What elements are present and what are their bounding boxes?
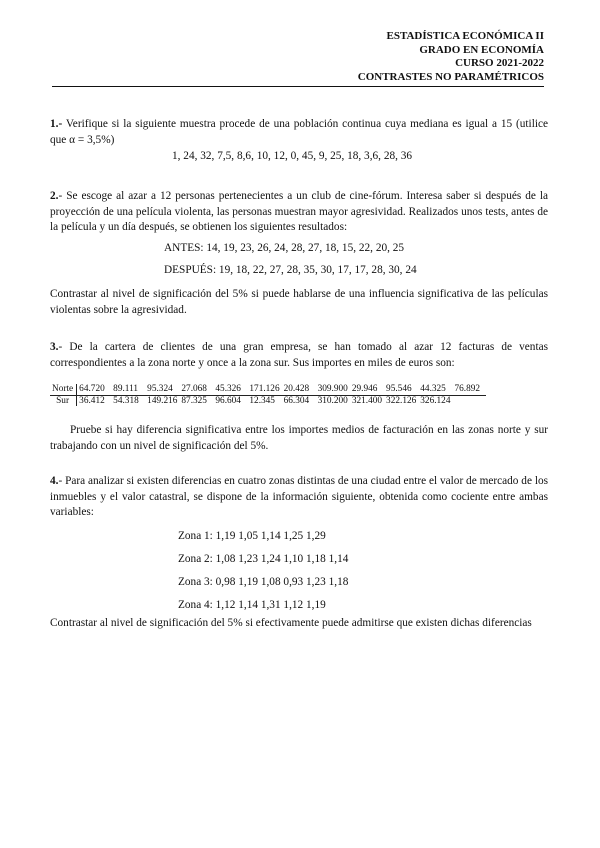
exercise-3-number: 3.	[50, 341, 59, 353]
table-cell: 322.126	[386, 395, 417, 406]
table-cell: 96.604	[215, 395, 241, 406]
zone-4-values: Zona 4: 1,12 1,14 1,31 1,12 1,19	[178, 599, 326, 611]
sales-table	[50, 384, 486, 406]
table-cell: 321.400	[351, 395, 383, 406]
row-label-south: Sur	[50, 395, 77, 406]
table-cell: 29.946	[350, 384, 384, 395]
table-cell: 66.304	[283, 395, 310, 406]
exercise-4-text: - Para analizar si existen diferencias en cuatro zonas distintas de una ciudad entre el valor de mercado de los inmuebles y el valor catastral, se dispone de la información siguiente, obtenida como cociente entre ambas variables:	[50, 475, 548, 518]
exercise-4-number: 4.	[50, 475, 59, 487]
table-cell: 87.325	[181, 395, 207, 406]
exercise-2-number: 2.	[50, 190, 59, 202]
table-cell: 326.124	[420, 395, 451, 406]
table-cell: 171.126	[249, 384, 280, 394]
topic-title: CONTRASTES NO PARAMÉTRICOS	[357, 70, 544, 83]
exercise-2-after: DESPUÉS: 19, 18, 22, 27, 28, 35, 30, 17, 17, 28, 30, 24	[164, 264, 417, 276]
table-cell: 27.068	[179, 384, 213, 395]
table-row-north	[50, 384, 486, 395]
exercise-4-question: Contrastar al nivel de significación del 5% si efectivamente puede admitirse que existen dichas diferencias	[50, 617, 532, 629]
zone-3-values: Zona 3: 0,98 1,19 1,08 0,93 1,23 1,18	[178, 576, 349, 588]
exercise-2-statement	[50, 189, 548, 236]
exercise-3-statement	[50, 340, 548, 371]
table-cell: 76.892	[452, 384, 486, 395]
document-header	[358, 30, 544, 84]
table-cell: 149.216	[147, 395, 178, 406]
table-cell: 54.318	[113, 395, 139, 406]
exercise-3-question: Pruebe si hay diferencia significativa entre los importes medios de facturación en las zonas norte y sur trabajando con un nivel de significación del 5%.	[50, 424, 548, 452]
exercise-2-question: Contrastar al nivel de significación del 5% si puede hablarse de una influencia significativa de las películas violentas sobre la agresividad.	[50, 288, 548, 316]
table-cell: 36.412	[79, 395, 105, 406]
table-cell: 20.428	[282, 384, 316, 395]
table-cell: 64.720	[77, 384, 112, 395]
table-cell: 44.325	[418, 384, 452, 395]
table-cell: 309.900	[317, 384, 348, 394]
exercise-1-number: 1.-	[50, 118, 63, 130]
table-cell: 310.200	[317, 395, 348, 406]
table-cell: 45.326	[213, 384, 247, 395]
table-cell: 89.111	[111, 384, 145, 395]
exercise-2-text: - Se escoge al azar a 12 personas pertenecientes a un club de cine-fórum. Interesa saber si después de la proyección de una película violenta, las personas muestran mayor agresividad. Realizados unos tests, antes de la película y un día después, se obtienen los siguientes resultados:	[50, 190, 548, 233]
table-cell: 95.546	[384, 384, 418, 395]
row-label-north: Norte	[50, 384, 77, 395]
exercise-1-sample: 1, 24, 32, 7,5, 8,6, 10, 12, 0, 45, 9, 25, 18, 3,6, 28, 36	[172, 150, 413, 162]
header-rule	[52, 86, 544, 87]
table-cell: 12.345	[249, 395, 275, 406]
course-title: ESTADÍSTICA ECONÓMICA II	[386, 30, 544, 42]
course-year: CURSO 2021-2022	[455, 57, 544, 69]
exercise-3-text: - De la cartera de clientes de una gran empresa, se han tomado al azar 12 facturas de ventas correspondientes a la zona norte y once a la zona sur. Sus importes en miles de euros son:	[50, 341, 548, 369]
zone-2-values: Zona 2: 1,08 1,23 1,24 1,10 1,18 1,14	[178, 553, 349, 565]
exercise-1-statement	[50, 117, 548, 148]
zone-1-values: Zona 1: 1,19 1,05 1,14 1,25 1,29	[178, 530, 326, 542]
degree-title: GRADO EN ECONOMÍA	[419, 43, 544, 56]
table-row-south	[50, 395, 486, 406]
exercise-1-text: Verifique si la siguiente muestra procede de una población continua cuya mediana es igual a 15 (utilice que α = 3,5%)	[50, 118, 548, 146]
exercise-2-before: ANTES: 14, 19, 23, 26, 24, 28, 27, 18, 15, 22, 20, 25	[164, 242, 405, 254]
exercise-4-statement	[50, 474, 548, 521]
table-cell: 95.324	[145, 384, 179, 395]
